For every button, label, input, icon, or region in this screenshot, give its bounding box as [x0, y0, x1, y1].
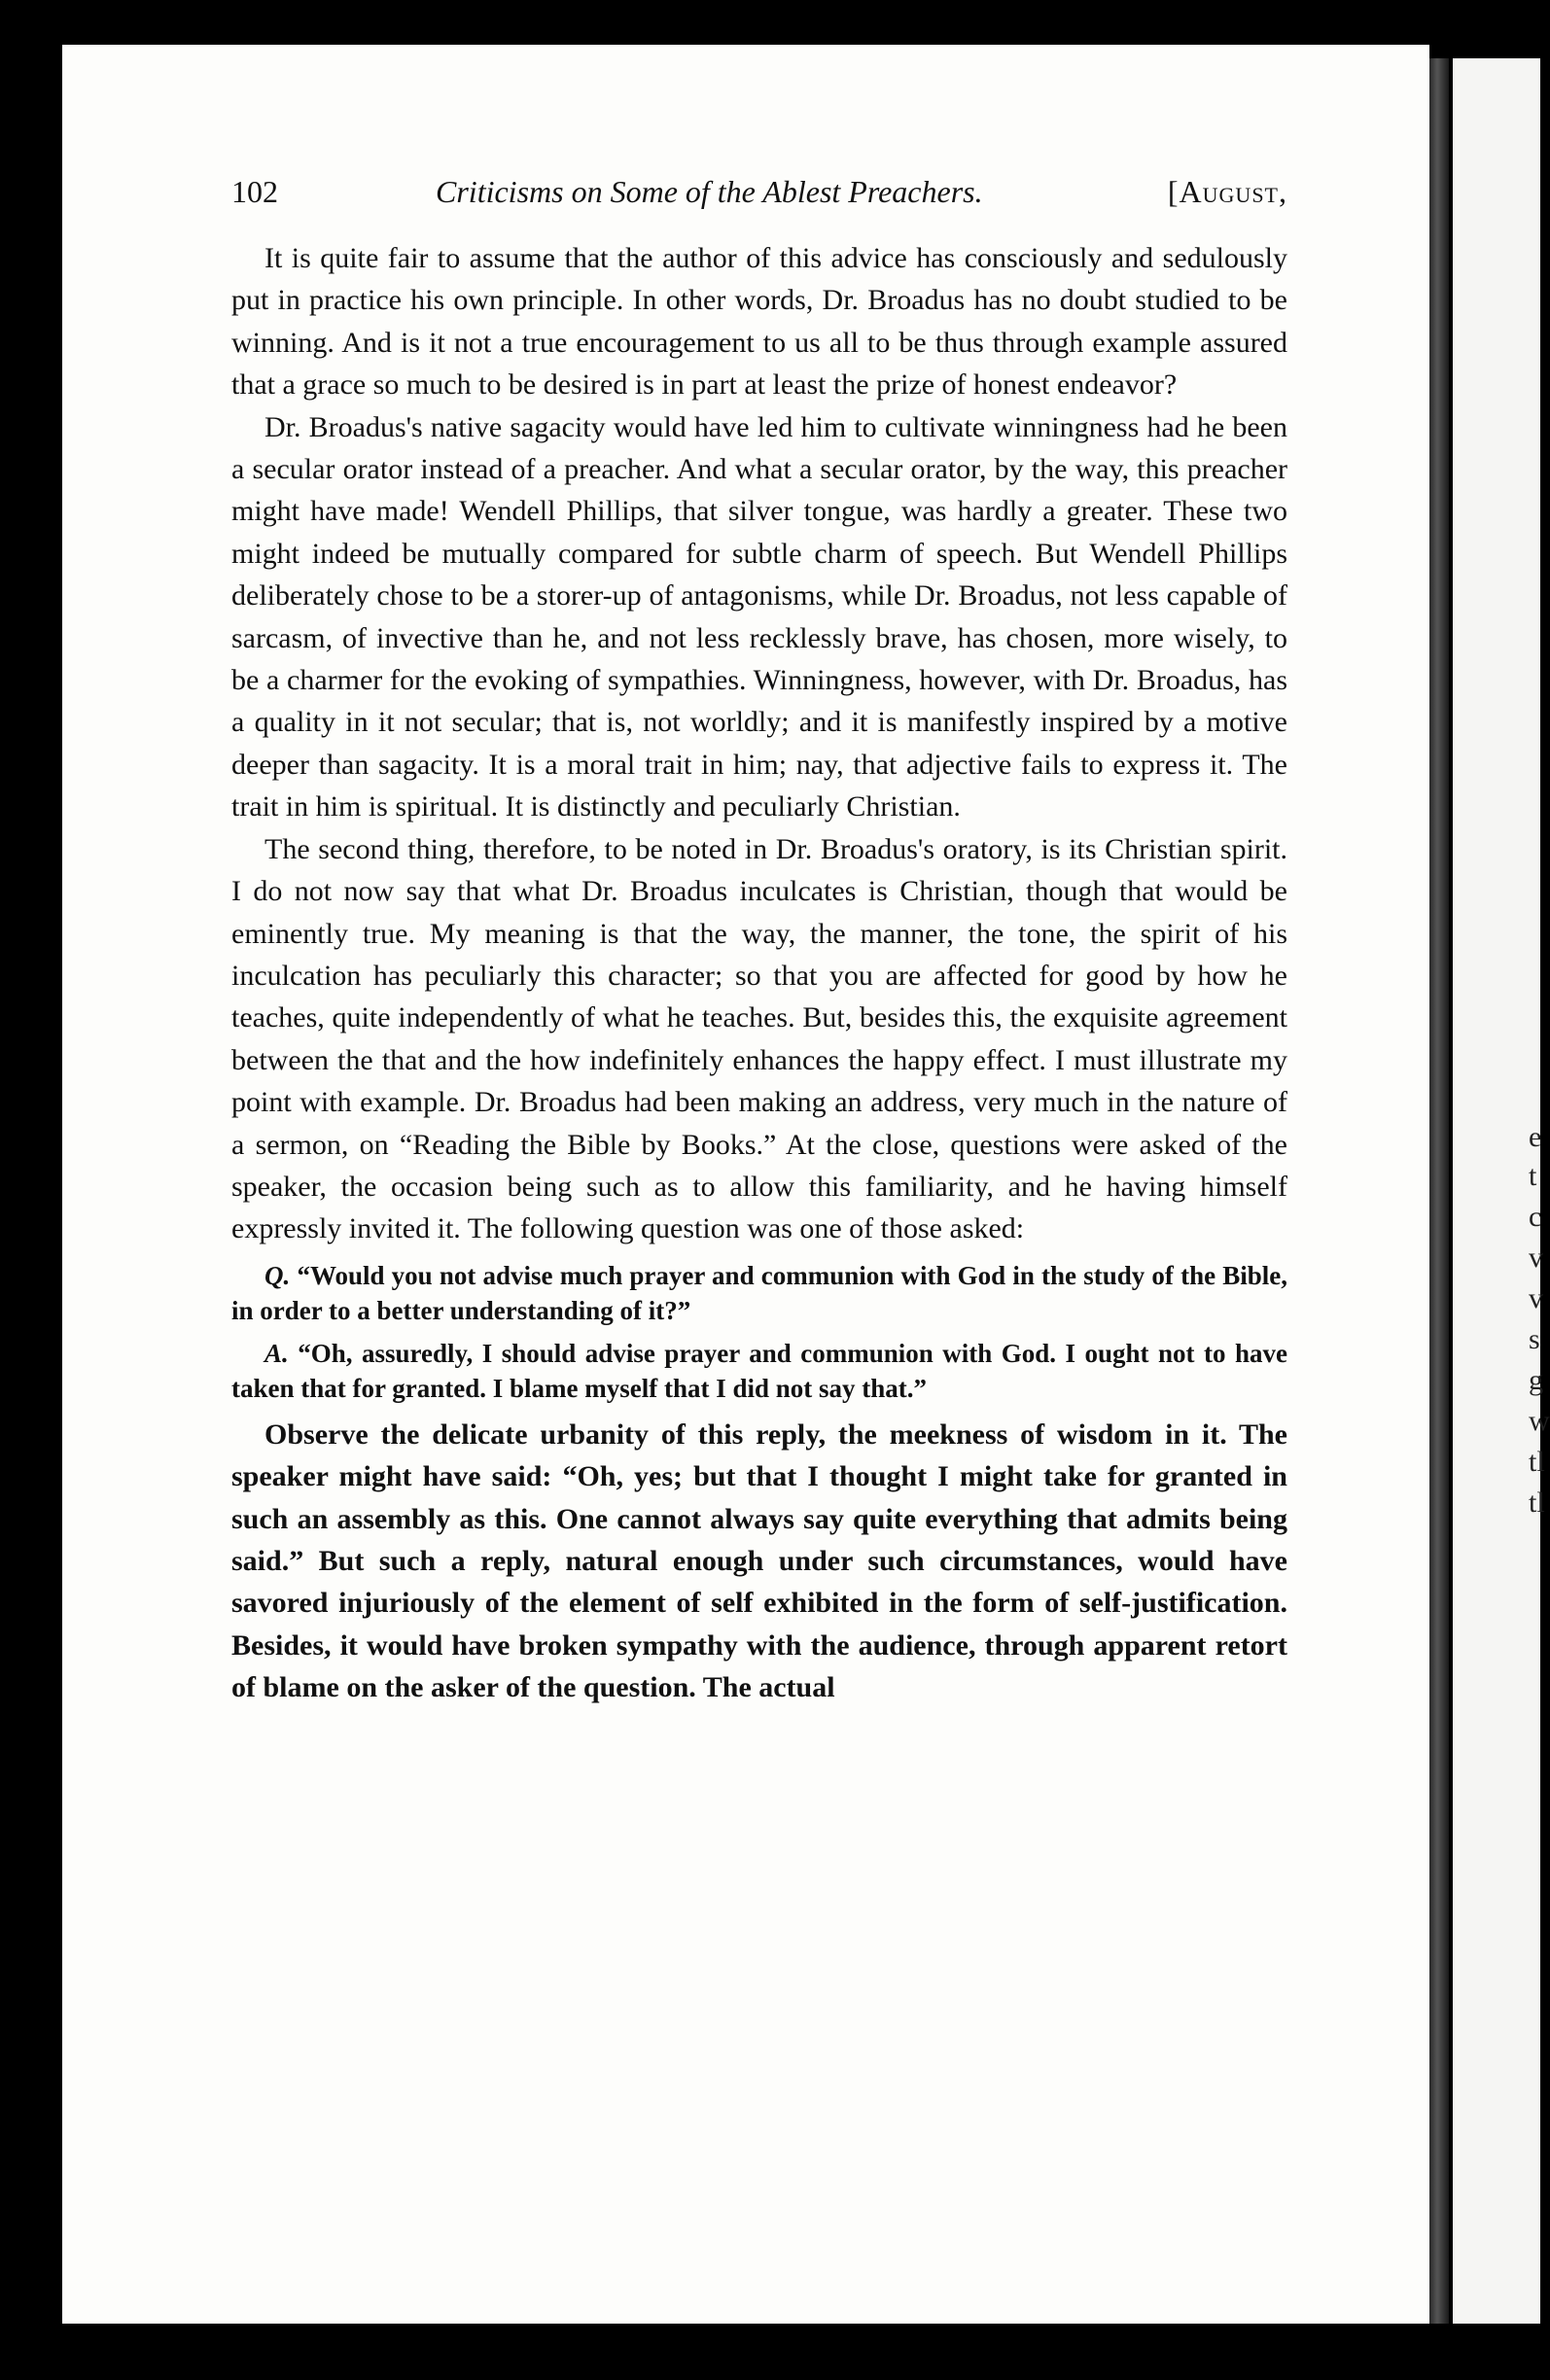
- adjacent-page-fragment: v: [1529, 1282, 1543, 1314]
- adjacent-page-fragment: tl: [1529, 1487, 1545, 1519]
- question-block: [231, 1258, 1287, 1328]
- body-text: [231, 237, 1287, 1709]
- page-number: 102: [231, 174, 278, 209]
- adjacent-page-fragment: v: [1529, 1242, 1543, 1274]
- adjacent-page-fragment: g: [1529, 1364, 1543, 1396]
- page-gutter-edge: [1429, 58, 1449, 2324]
- adjacent-page-fragment: w: [1529, 1405, 1550, 1437]
- adjacent-page-fragment: tl: [1529, 1446, 1545, 1478]
- spacer: [231, 1406, 1287, 1414]
- question-text: “Would you not advise much prayer and communion with God in the study of the Bible, in order to a better understanding of it?”: [231, 1260, 1288, 1325]
- answer-label: A.: [264, 1338, 289, 1368]
- running-section: [August,: [1167, 174, 1287, 209]
- answer-block: [231, 1336, 1287, 1406]
- closing-paragraph: Observe the delicate urbanity of this reply, the meekness of wisdom in it. The speaker might have said: “Oh, yes; but that I thought I might take for granted in such an assembly as this. One cannot always say quite everything that admits being said.” But such a reply, natural enough under such circumstances, would have savored injuriously of the element of self exhibited in the form of self-justification. Besides, it would have broken sympathy with the audience, through apparent retort of blame on the asker of the question. The actual: [231, 1418, 1287, 1704]
- adjacent-page-fragment: e: [1529, 1121, 1542, 1153]
- paragraph: The second thing, therefore, to be noted in Dr. Broadus's oratory, is its Christian spirit. I do not now say that what Dr. Broadus inculcates is Christian, though that would be eminently true. My meaning is that the way, the manner, the tone, the spirit of his inculcation has peculiarly this character; so that you are affected for good by how he teaches, quite independently of what he teaches. But, besides this, the exquisite agreement between the that and the how indefinitely enhances the happy effect. I must illustrate my point with example. Dr. Broadus had been making an address, very much in the nature of a sermon, on “Reading the Bible by Books.” At the close, questions were asked of the speaker, the occasion being such as to allow this familiarity, and he having himself expressly invited it. The following question was one of those asked:: [231, 832, 1287, 1245]
- running-title: Criticisms on Some of the Ablest Preachers.: [436, 174, 983, 209]
- adjacent-page-fragment: t: [1529, 1160, 1537, 1192]
- adjacent-page-fragment: s: [1529, 1323, 1540, 1355]
- adjacent-page-strip: [1453, 58, 1550, 2324]
- running-head: [231, 167, 1287, 216]
- answer-text: “Oh, assuredly, I should advise prayer and communion with God. I ought not to have taken that for granted. I blame myself that I did not say that.”: [231, 1338, 1287, 1403]
- paragraph: It is quite fair to assume that the author of this advice has consciously and sedulously put in practice his own principle. In other words, Dr. Broadus has no doubt studied to be winning. And is it not a true encouragement to us all to be thus through example assured that a grace so much to be desired is in part at least the prize of honest endeavor?: [231, 242, 1287, 402]
- paragraph: Dr. Broadus's native sagacity would have led him to cultivate winningness had he been a secular orator instead of a preacher. And what a secular orator, by the way, this preacher might have made! Wendell Phillips, that silver tongue, was hardly a greater. These two might indeed be mutually compared for subtle charm of speech. But Wendell Phillips deliberately chose to be a storer-up of antagonisms, while Dr. Broadus, not less capable of sarcasm, of invective than he, and not less recklessly brave, has chosen, more wisely, to be a charmer for the evoking of sympathies. Winningness, however, with Dr. Broadus, has a quality in it not secular; that is, not worldly; and it is manifestly inspired by a motive deeper than sagacity. It is a moral trait in him; nay, that adjective fails to express it. The trait in him is spiritual. It is distinctly and peculiarly Christian.: [231, 410, 1287, 823]
- adjacent-page-fragment: c: [1529, 1201, 1542, 1233]
- question-label: Q.: [264, 1260, 291, 1290]
